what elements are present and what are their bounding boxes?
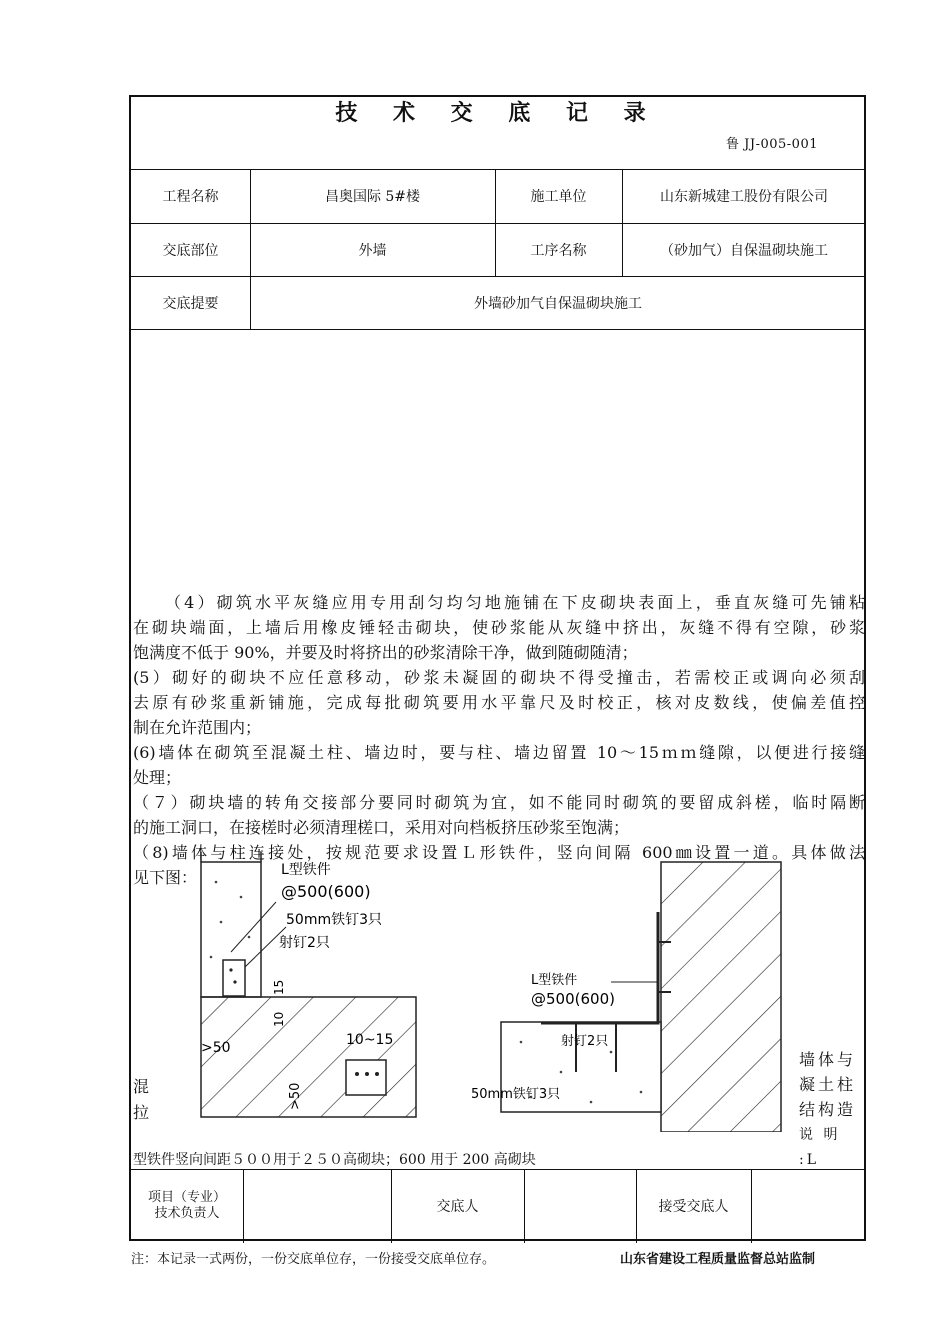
- right-label-spacing: @500(600): [531, 990, 615, 1008]
- giver-label: 交底人: [436, 1199, 479, 1215]
- project-name-label: 工程名称: [162, 189, 219, 205]
- right-label-shot-nails: 射钉2只: [561, 1034, 609, 1049]
- row-divider: [131, 329, 864, 330]
- giver-signature[interactable]: [524, 1169, 636, 1243]
- concrete-column: [201, 997, 416, 1117]
- left-label-shot-nails: 射钉2只: [279, 935, 330, 951]
- right-label-bracket: L型铁件: [531, 973, 578, 988]
- left-dim-50: >50: [201, 1040, 231, 1056]
- text-line: 见下图：: [133, 868, 198, 887]
- text-line: （4）砌筑水平灰缝应用专用刮匀均匀地施铺在下皮砌块表面上，垂直灰缝可先铺粘: [165, 593, 865, 612]
- right-detail: [471, 862, 781, 1132]
- connection-diagram: [171, 842, 811, 1132]
- summary-value: 外墙砂加气自保温砌块施工: [474, 295, 642, 312]
- text-line: 去原有砂浆重新铺施，完成每批砌筑要用水平靠尺及时校正，核对皮数线，使偏差值控: [133, 693, 865, 712]
- left-dim-10: 10: [272, 1011, 286, 1027]
- side-text-right: 墙体与: [799, 1050, 857, 1069]
- side-text-right: 说 明 :L: [799, 1127, 841, 1168]
- left-detail: [201, 852, 416, 1117]
- form-code: 鲁 JJ-005-001: [726, 137, 818, 152]
- spacing-note: 型铁件竖向间距５００用于２５０高砌块；600 用于 200 高砌块: [133, 1152, 536, 1168]
- text-line: （７）砌块墙的转角交接部分要同时砌筑为宜，如不能同时砌筑的要留成斜槎，临时隔断: [133, 793, 865, 812]
- contractor-label: 施工单位: [530, 189, 587, 205]
- footer-note: 注：本记录一式两份，一份交底单位存，一份接受交底单位存。: [131, 1252, 496, 1267]
- tech-lead-label-line: 技术负责人: [154, 1206, 220, 1221]
- tech-lead-label: [131, 1169, 243, 1243]
- project-name-value: 昌奥国际 5#楼: [324, 189, 421, 205]
- text-line: （8)墙体与柱连接处，按规范要求设置Ｌ形铁件，竖向间隔 600㎜设置一道。具体做法: [133, 843, 865, 862]
- tech-lead-signature[interactable]: [243, 1169, 391, 1243]
- left-label-bracket: L型铁件: [281, 862, 331, 878]
- contractor-value: 山东新城建工股份有限公司: [660, 189, 828, 205]
- footer-supervisor: 山东省建设工程质量监督总站监制: [620, 1252, 816, 1267]
- left-label-nails: 50mm铁钉3只: [286, 912, 382, 928]
- left-label-spacing: @500(600): [281, 882, 371, 901]
- side-text-left: 混: [133, 1077, 150, 1096]
- receiver-signature[interactable]: [751, 1169, 866, 1243]
- left-dim-gap: 10~15: [346, 1032, 394, 1048]
- l-bracket-plan: [346, 1060, 386, 1095]
- concrete-column-section: [661, 862, 781, 1132]
- text-line: 处理；: [133, 768, 182, 787]
- tech-lead-label-line: 项目（专业）: [147, 1190, 226, 1205]
- text-line: (6)墙体在砌筑至混凝土柱、墙边时，要与柱、墙边留置 10～15ｍｍ缝隙，以便进行接缝: [133, 743, 865, 762]
- process-label: 工序名称: [530, 242, 587, 259]
- text-line: 制在允许范围内；: [133, 718, 262, 737]
- location-label: 交底部位: [162, 242, 219, 259]
- side-text-right: 凝土柱: [799, 1075, 857, 1094]
- receiver-label: 接受交底人: [658, 1199, 729, 1215]
- l-bracket-elevation: [223, 960, 245, 996]
- form-title: 技 术 交 底 记 录: [335, 101, 660, 126]
- right-label-nails: 50mm铁钉3只: [471, 1087, 561, 1102]
- left-dim-50b: >50: [288, 1082, 303, 1110]
- side-text-left: 拉: [133, 1103, 150, 1122]
- text-line: (5）砌好的砌块不应任意移动，砂浆未凝固的砌块不得受撞击，若需校正或调向必须刮: [133, 668, 865, 687]
- record-form: [129, 95, 866, 1241]
- text-line: 在砌块端面，上墙后用橡皮锤轻击砌块，使砂浆能从灰缝中挤出，灰缝不得有空隙，砂浆: [133, 618, 865, 637]
- left-dim-15: 15: [272, 979, 286, 995]
- text-line: 的施工洞口，在接槎时必须清理槎口，采用对向档板挤压砂浆至饱满；: [133, 818, 630, 837]
- text-line: 饱满度不低于 90%，并要及时将挤出的砂浆清除干净，做到随砌随清；: [133, 643, 638, 662]
- location-value: 外墙: [358, 242, 387, 259]
- process-value: （砂加气）自保温砌块施工: [660, 242, 828, 259]
- summary-label: 交底提要: [162, 295, 219, 312]
- side-text-right: 结构造: [799, 1100, 857, 1119]
